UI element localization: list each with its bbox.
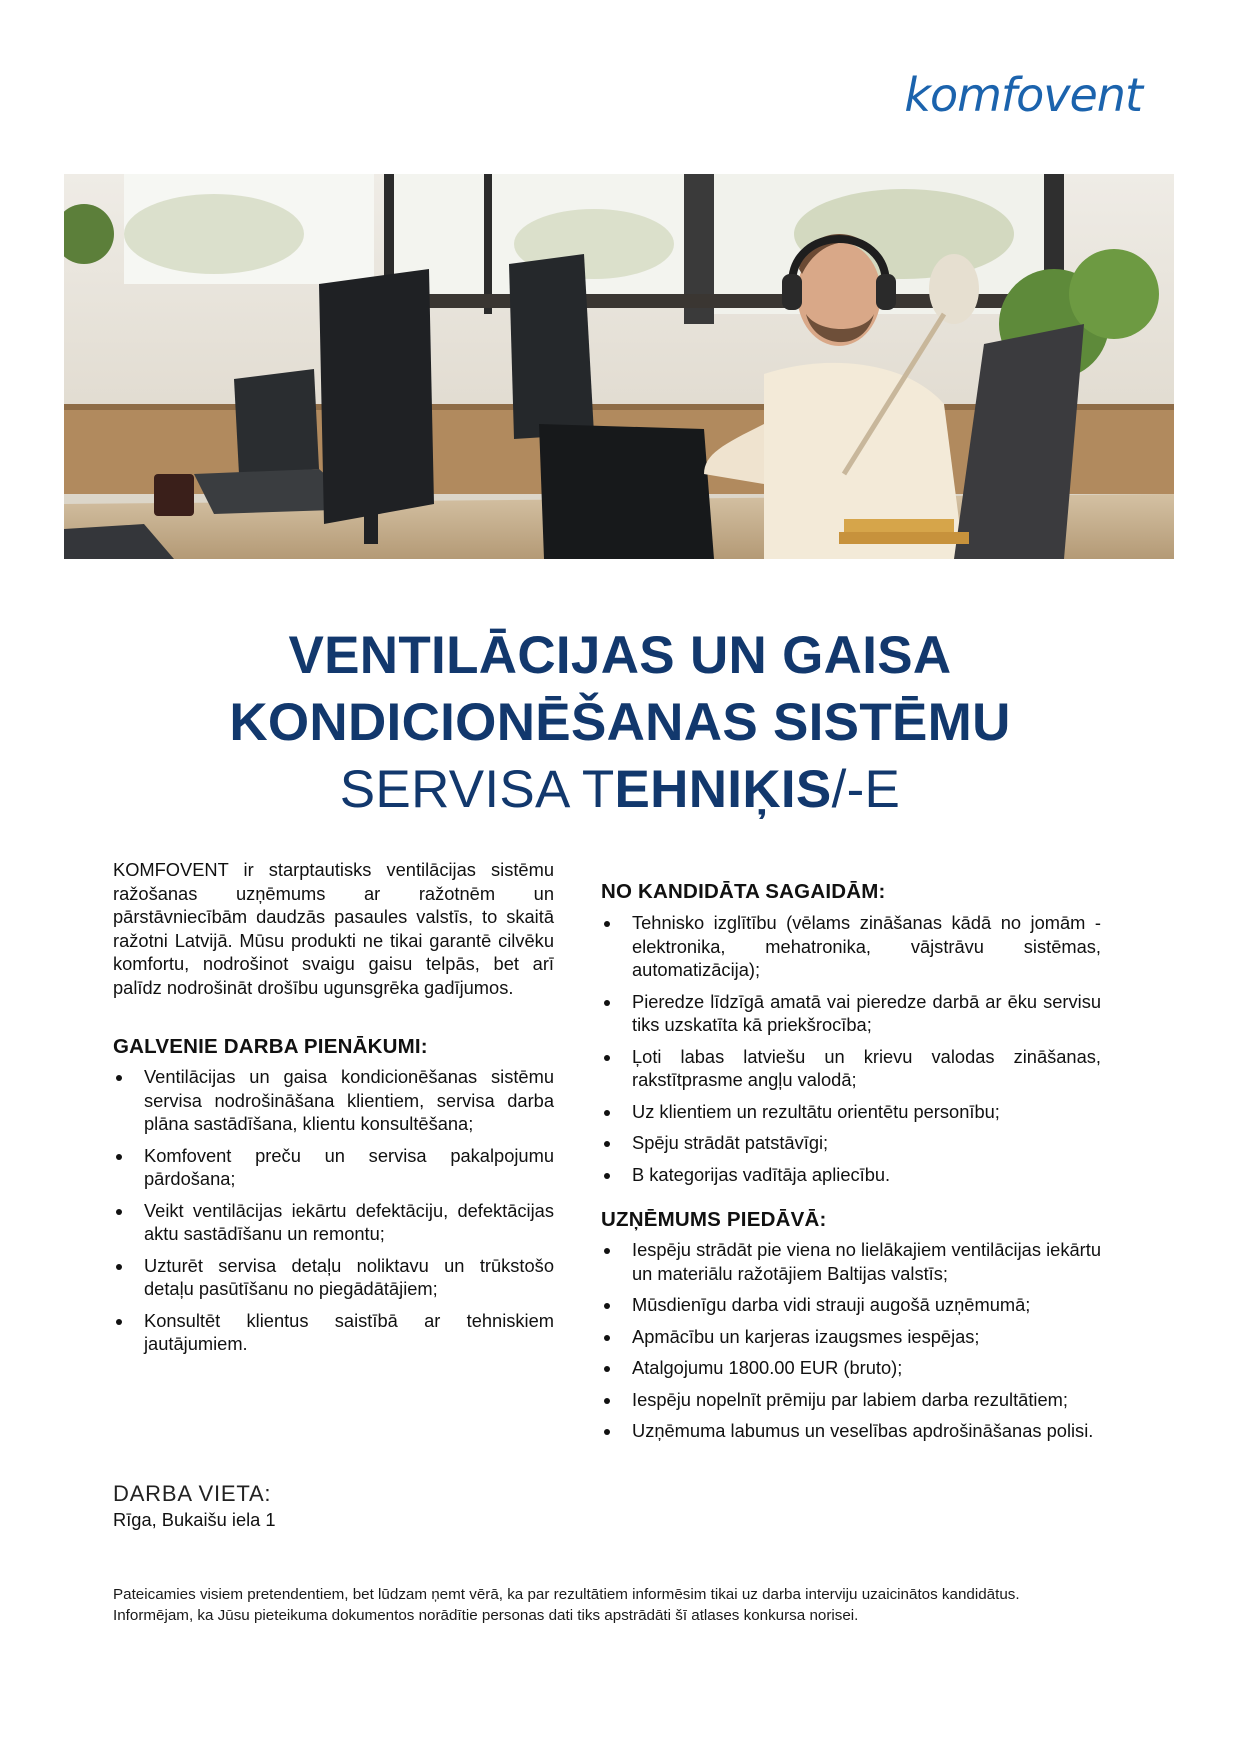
workplace-address: Rīga, Bukaišu iela 1 xyxy=(113,1509,276,1530)
job-title-line-1: VENTILĀCIJAS UN GAISA xyxy=(288,626,952,685)
job-title xyxy=(0,622,1240,823)
duties-list xyxy=(113,1065,554,1356)
left-column xyxy=(113,858,554,1364)
list-item: Uzturēt servisa detaļu noliktavu un trūkstošo detaļu pasūtīšanu no piegādātājiem; xyxy=(113,1254,554,1301)
list-item: Iespēju strādāt pie viena no lielākajiem ventilācijas iekārtu un materiālu ražotājiem Baltijas valstīs; xyxy=(601,1238,1101,1285)
komfovent-logo: komfovent xyxy=(904,68,1142,122)
job-title-line-3 xyxy=(0,756,1240,823)
list-item: Konsultēt klientus saistībā ar tehniskiem jautājumiem. xyxy=(113,1309,554,1356)
requirements-list xyxy=(601,911,1101,1186)
list-item: Ļoti labas latviešu un krievu valodas zināšanas, rakstītprasme angļu valodā; xyxy=(601,1045,1101,1092)
job-title-line-3-part-b: EHNIĶIS xyxy=(614,760,832,819)
list-item: Ventilācijas un gaisa kondicionēšanas sistēmu servisa nodrošināšana klientiem, servisa darba plāna sastādīšana, klientu konsultēšana; xyxy=(113,1065,554,1136)
job-title-line-3-part-a: SERVISA T xyxy=(339,760,615,819)
list-item: B kategorijas vadītāja apliecību. xyxy=(601,1163,1101,1187)
list-item: Atalgojumu 1800.00 EUR (bruto); xyxy=(601,1356,1101,1380)
list-item: Tehnisko izglītību (vēlams zināšanas kādā no jomām - elektronika, mehatronika, vājstrāvu sistēmas, automatizācija); xyxy=(601,911,1101,982)
footer-line-1: Pateicamies visiem pretendentiem, bet lūdzam ņemt vērā, ka par rezultātiem informēsim tikai uz darba interviju uzaicinātos kandidātus. xyxy=(113,1586,1020,1603)
footer-note xyxy=(113,1584,1133,1626)
company-intro: KOMFOVENT ir starptautisks ventilācijas sistēmu ražošanas uzņēmums ar ražotnēm un pārstāvniecībām daudzās pasaules valstīs, to skaitā ražotni Latvijā. Mūsu produkti ne tikai garantē cilvēku komfortu, nodrošinot svaigu gaisu telpās, bet arī palīdz nodrošināt drošību ugunsgrēka gadījumos. xyxy=(113,859,554,998)
list-item: Komfovent preču un servisa pakalpojumu pārdošana; xyxy=(113,1144,554,1191)
list-item: Spēju strādāt patstāvīgi; xyxy=(601,1131,1101,1155)
list-item: Uzņēmuma labumus un veselības apdrošināšanas polisi. xyxy=(601,1419,1101,1443)
list-item: Veikt ventilācijas iekārtu defektāciju, defektācijas aktu sastādīšanu un remontu; xyxy=(113,1199,554,1246)
hero-photo xyxy=(64,174,1174,559)
right-column xyxy=(601,880,1101,1451)
footer-line-2: Informējam, ka Jūsu pieteikuma dokumentos norādītie personas dati tiks apstrādāti šī atlases konkursa norisei. xyxy=(113,1607,859,1624)
job-title-line-3-part-c: /-E xyxy=(831,760,901,819)
duties-heading: GALVENIE DARBA PIENĀKUMI: xyxy=(113,1035,428,1058)
requirements-heading: NO KANDIDĀTA SAGAIDĀM: xyxy=(601,880,886,903)
offer-heading: UZŅĒMUMS PIEDĀVĀ: xyxy=(601,1208,827,1231)
workplace xyxy=(113,1480,276,1532)
list-item: Mūsdienīgu darba vidi strauji augošā uzņēmumā; xyxy=(601,1293,1101,1317)
offer-list xyxy=(601,1238,1101,1443)
list-item: Apmācību un karjeras izaugsmes iespējas; xyxy=(601,1325,1101,1349)
list-item: Uz klientiem un rezultātu orientētu personību; xyxy=(601,1100,1101,1124)
workplace-label: DARBA VIETA: xyxy=(113,1481,272,1506)
list-item: Pieredze līdzīgā amatā vai pieredze darbā ar ēku servisu tiks uzskatīta kā priekšrocība; xyxy=(601,990,1101,1037)
job-title-line-2: KONDICIONĒŠANAS SISTĒMU xyxy=(229,693,1011,752)
list-item: Iespēju nopelnīt prēmiju par labiem darba rezultātiem; xyxy=(601,1388,1101,1412)
